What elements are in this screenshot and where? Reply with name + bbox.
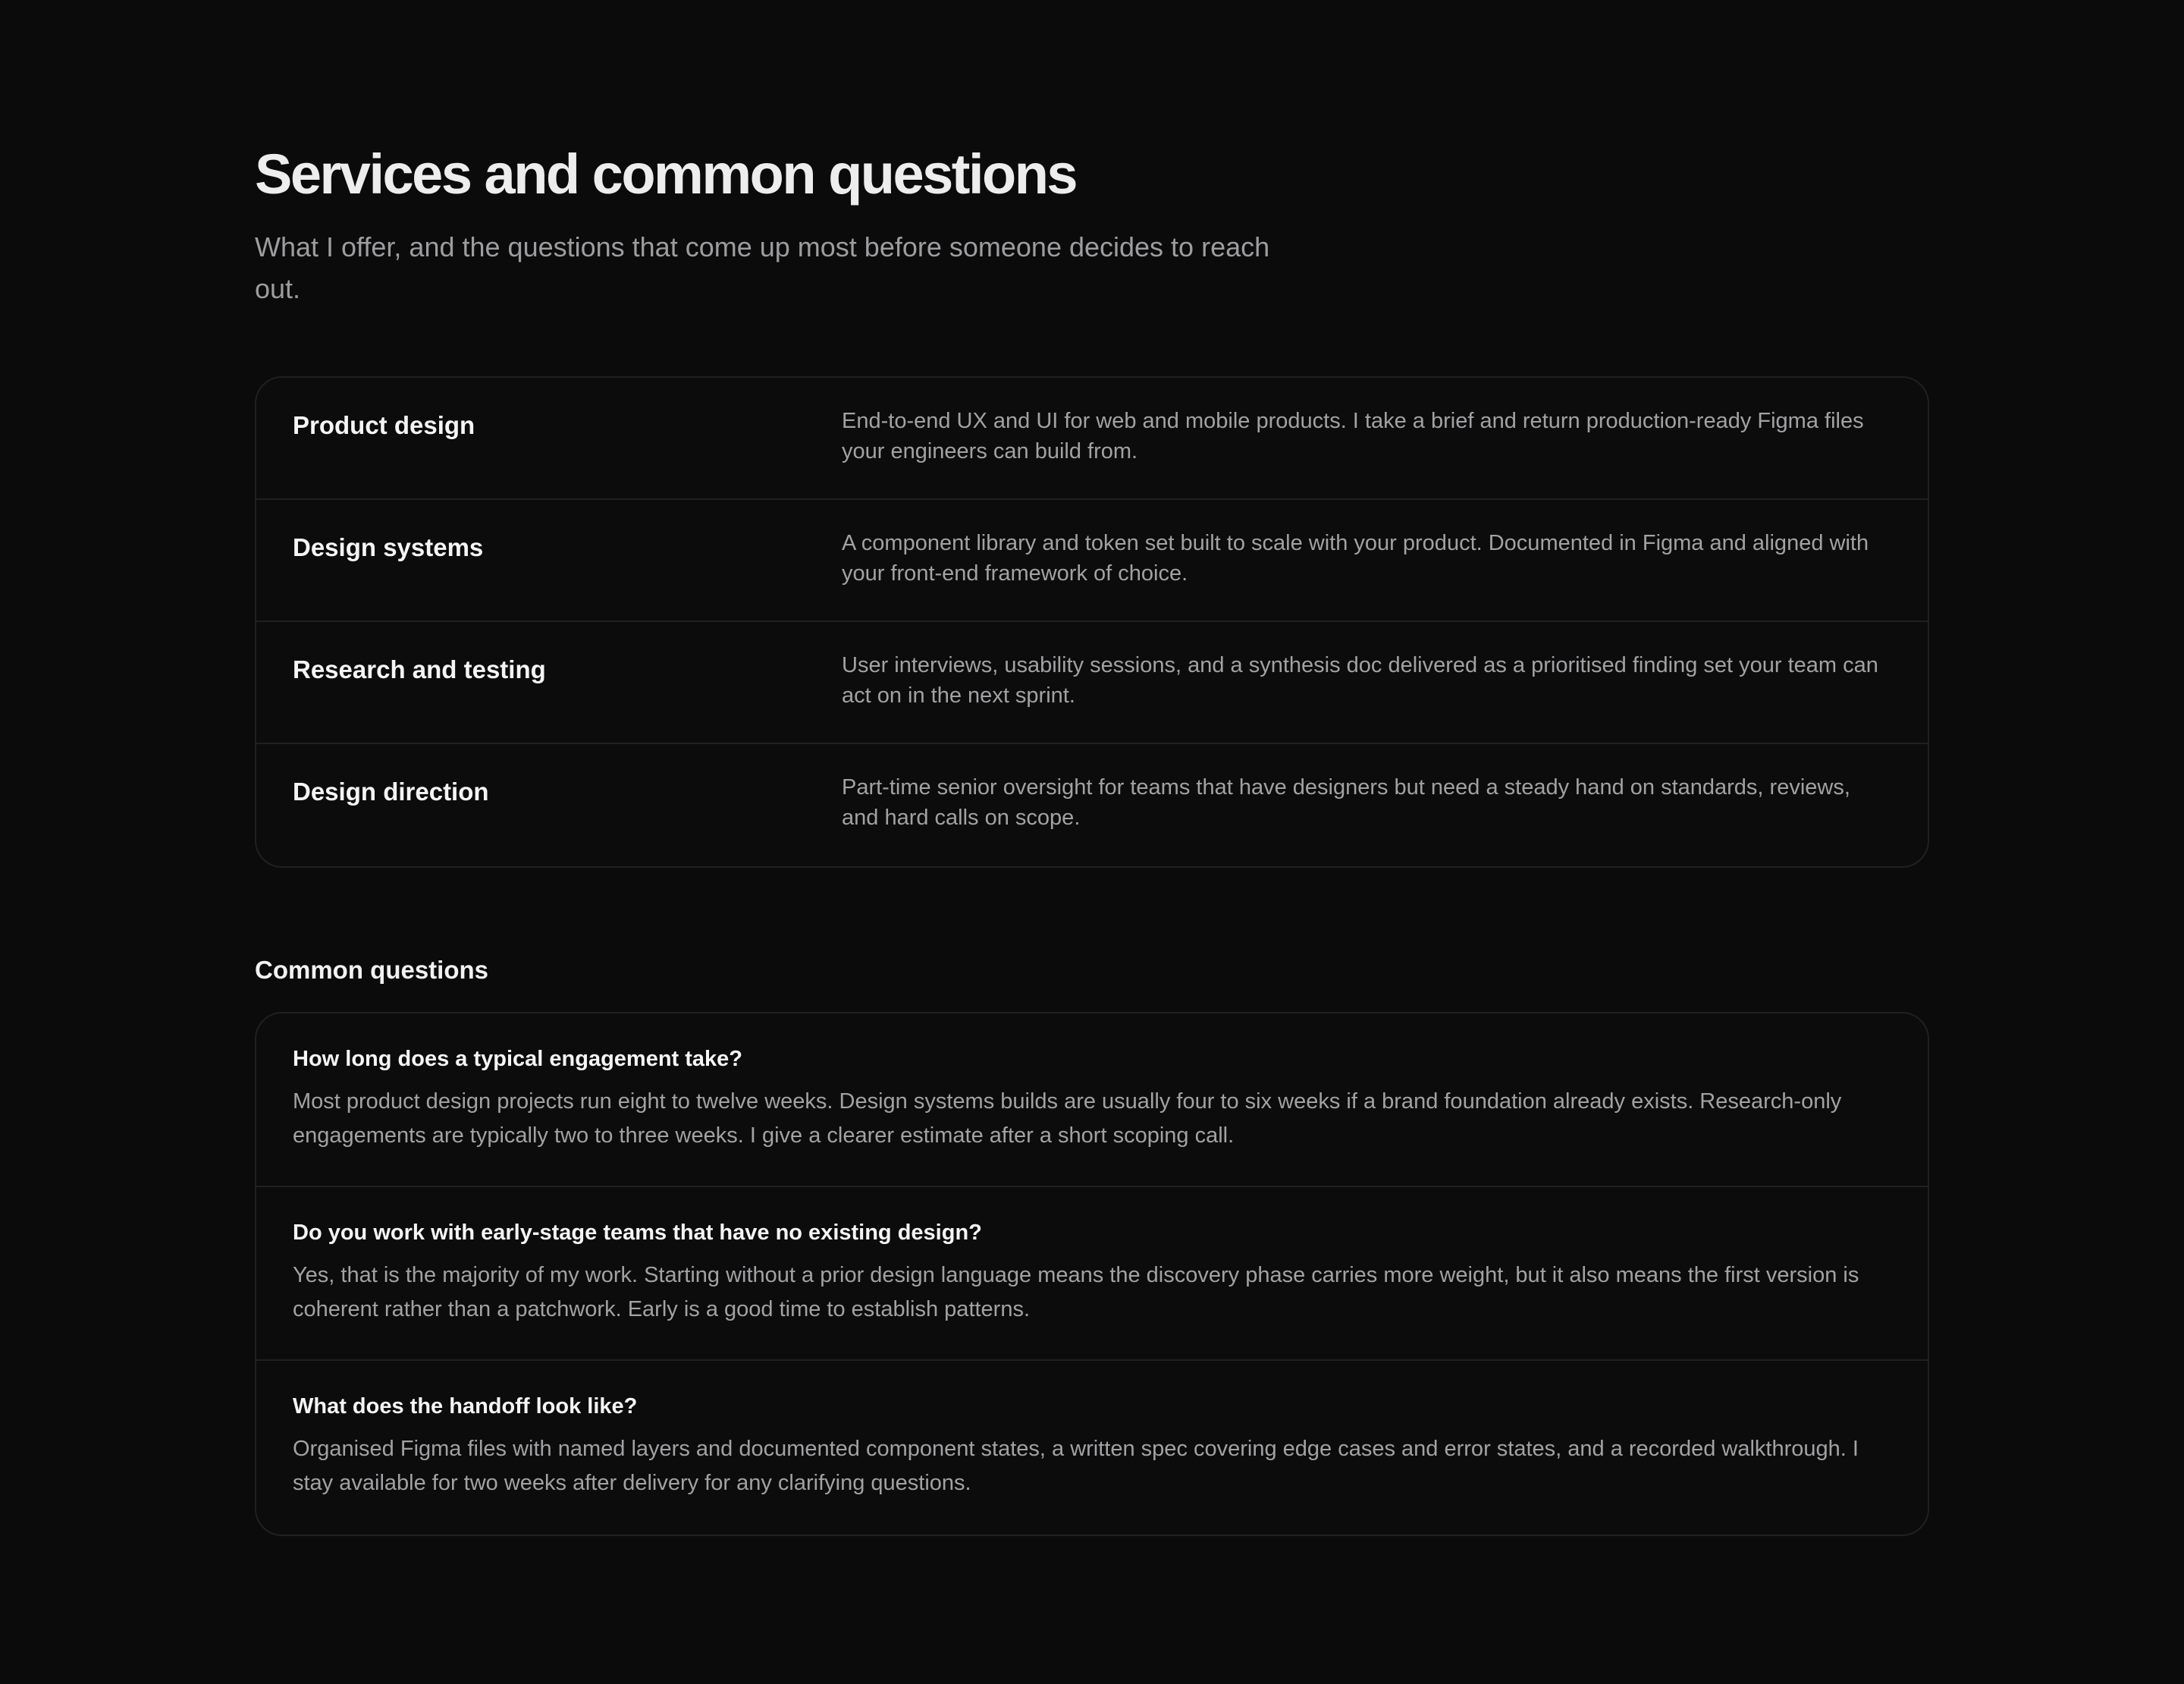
- faq-question: Do you work with early-stage teams that have no existing design?: [293, 1221, 982, 1245]
- service-description: Part-time senior oversight for teams that have designers but need a steady hand on standards, reviews, and hard calls on scope.: [842, 775, 1850, 830]
- faq-item-handoff: [256, 1361, 1928, 1535]
- service-description: User interviews, usability sessions, and a synthesis doc delivered as a prioritised finding set your team can act on in the next sprint.: [842, 653, 1878, 708]
- faq-answer: Yes, that is the majority of my work. Starting without a prior design language means the discovery phase carries more weight, but it also means the first version is coherent rather than a patchwork. Early is a good time to establish patterns.: [293, 1263, 1859, 1321]
- faq-item-engagement-length: [256, 1013, 1928, 1187]
- service-row-product-design: [256, 378, 1928, 500]
- faq-answer: Organised Figma files with named layers and documented component states, a written spec covering edge cases and error states, and a recorded walkthrough. I stay available for two weeks after delivery for any clarifying questions.: [293, 1437, 1859, 1495]
- service-row-design-systems: [256, 500, 1928, 622]
- service-row-research-and-testing: [256, 622, 1928, 744]
- service-name: Design systems: [293, 533, 484, 561]
- main-content: [255, 137, 1929, 1536]
- service-name: Research and testing: [293, 655, 546, 683]
- faq-question: How long does a typical engagement take?: [293, 1047, 743, 1071]
- services-table: [255, 376, 1929, 868]
- service-description: A component library and token set built to scale with your product. Documented in Figma and aligned with your front-end framework of choice.: [842, 531, 1869, 586]
- faq-list: [255, 1012, 1929, 1536]
- page-subtitle: What I offer, and the questions that come up most before someone decides to reach out.: [255, 231, 1270, 304]
- faq-question: What does the handoff look like?: [293, 1394, 638, 1419]
- faq-heading: Common questions: [255, 956, 489, 984]
- service-description: End-to-end UX and UI for web and mobile products. I take a brief and return production-ready Figma files your engineers can build from.: [842, 409, 1864, 463]
- service-name: Design direction: [293, 778, 489, 806]
- page-title: Services and common questions: [255, 143, 1077, 206]
- service-row-design-direction: [256, 744, 1928, 866]
- faq-item-early-stage-teams: [256, 1187, 1928, 1361]
- faq-answer: Most product design projects run eight to twelve weeks. Design systems builds are usually four to six weeks if a brand foundation already exists. Research-only engagements are typically two to three weeks. I give a clearer estimate after a short scoping call.: [293, 1089, 1842, 1148]
- service-name: Product design: [293, 411, 475, 439]
